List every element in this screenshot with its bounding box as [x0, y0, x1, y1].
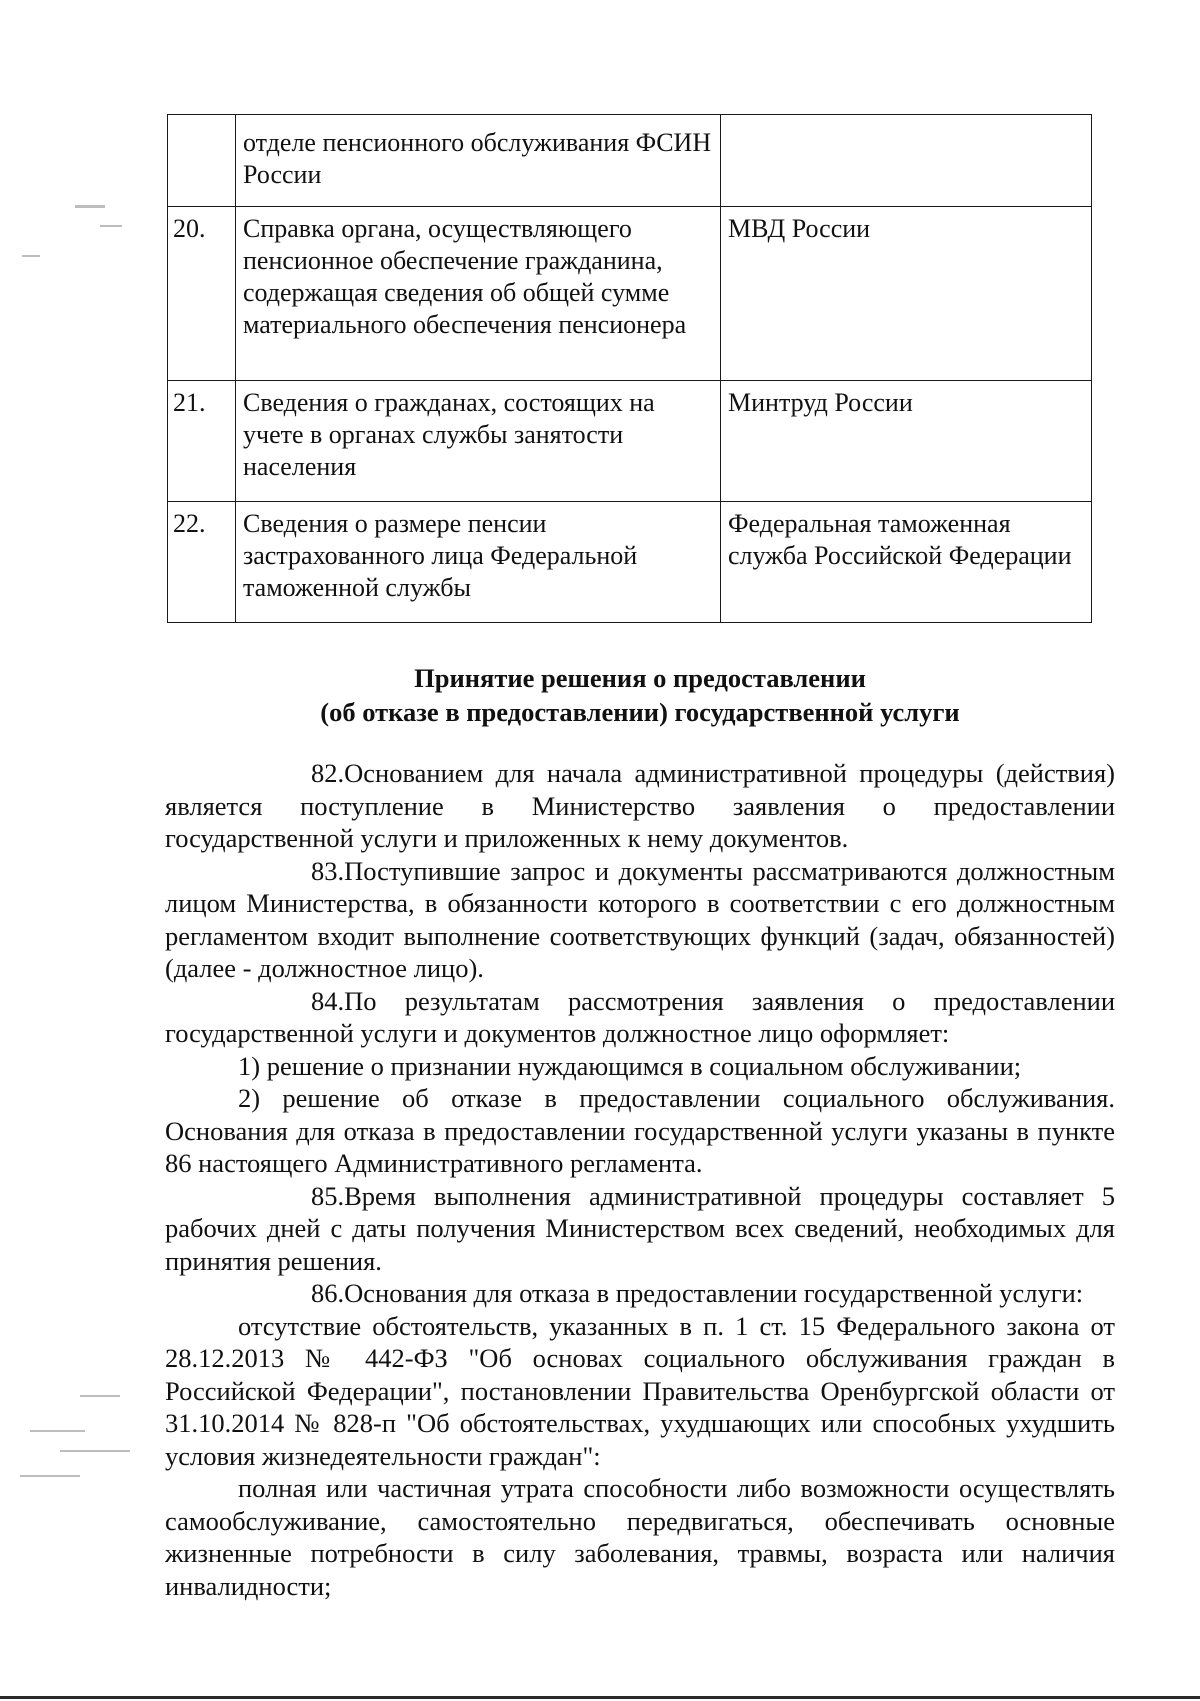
table-row: [168, 381, 1092, 502]
paragraph-text: Время выполнения административной процедуры составляет 5 рабочих дней с даты получения Министерством всех сведений, необходимых для принятия решения.: [165, 1180, 1115, 1276]
document-name: отделе пенсионного обслуживания ФСИН России: [236, 115, 721, 207]
paragraph-text: 2) решение об отказе в предоставлении социального обслуживания. Основания для отказа в предоставлении государственной услуги указаны в пункте 86 настоящего Административного регламента.: [165, 1083, 1115, 1178]
documents-table: [167, 114, 1092, 623]
row-number: [168, 115, 236, 207]
paragraph-text: полная или частичная утрата способности либо возможности осуществлять самообслуживание, самостоятельно передвигаться, обеспечивать основные жизненные потребности в силу заболевания, травмы, возраста или наличия инвалидности;: [165, 1473, 1115, 1601]
paragraph-text: 1) решение о признании нуждающимся в социальном обслуживании;: [238, 1050, 1022, 1081]
scan-artifact: [22, 255, 40, 257]
document-name: Справка органа, осуществляющего пенсионное обеспечение гражданина, содержащая сведения об общей сумме материального обеспечения пенсионера: [236, 207, 721, 381]
refusal-grounds: [165, 1310, 1115, 1473]
scan-artifact: [75, 205, 105, 208]
paragraph-text: отсутствие обстоятельств, указанных в п. 1 ст. 15 Федерального закона от 28.12.2013 № 442-ФЗ "Об основах социального обслуживания граждан в Российской Федерации", постановлении Правительства Оренбургской области от 31.10.2014 № 828-п "Об обстоятельствах, ухудшающих или способных ухудшить условия жизнедеятельности граждан":: [165, 1310, 1115, 1471]
scan-artifact: [80, 1395, 120, 1397]
paragraph-number: 86.: [311, 1278, 345, 1308]
paragraph-84: [165, 985, 1115, 1050]
scan-artifact: [100, 225, 122, 227]
scan-artifact: [30, 1430, 85, 1432]
table-row: [168, 207, 1092, 381]
document-name: Сведения о размере пенсии застрахованного лица Федеральной таможенной службы: [236, 502, 721, 623]
issuing-organization: Федеральная таможенная служба Российской Федерации: [721, 502, 1092, 623]
paragraph-86: [165, 1277, 1115, 1310]
row-number: 21.: [168, 381, 236, 502]
issuing-organization: МВД России: [721, 207, 1092, 381]
issuing-organization: [721, 115, 1092, 207]
paragraph-82: [165, 757, 1115, 855]
section-heading: [150, 661, 1130, 729]
paragraph-text: Основанием для начала административной процедуры (действия) является поступление в Министерство заявления о предоставлении государственной услуги и приложенных к нему документов.: [165, 758, 1115, 853]
scan-bottom-edge: [0, 1696, 1200, 1699]
paragraph-text: По результатам рассмотрения заявления о предоставлении государственной услуги и документов должностное лицо оформляет:: [165, 985, 1115, 1048]
table-row: [168, 115, 1092, 207]
paragraph-85: [165, 1180, 1115, 1278]
section-body: [165, 757, 1115, 1602]
paragraph-number: 83.: [311, 855, 345, 886]
refusal-ground-item: [165, 1472, 1115, 1602]
row-number: 22.: [168, 502, 236, 623]
list-item-2: [165, 1082, 1115, 1180]
scan-artifact: [60, 1450, 130, 1452]
paragraph-83: [165, 855, 1115, 985]
row-number: 20.: [168, 207, 236, 381]
paragraph-number: 84.: [311, 985, 345, 1016]
table-row: [168, 502, 1092, 623]
scan-artifact: [20, 1475, 80, 1477]
paragraph-text: Основания для отказа в предоставлении государственной услуги:: [344, 1278, 1084, 1308]
list-item-1: [165, 1050, 1115, 1083]
paragraph-number: 85.: [311, 1180, 345, 1211]
section-heading-line-2: (об отказе в предоставлении) государственной услуги: [320, 697, 960, 727]
document-name: Сведения о гражданах, состоящих на учете в органах службы занятости населения: [236, 381, 721, 502]
section-heading-line-1: Принятие решения о предоставлении: [414, 663, 866, 693]
paragraph-number: 82.: [311, 758, 345, 788]
paragraph-text: Поступившие запрос и документы рассматриваются должностным лицом Министерства, в обязанности которого в соответствии с его должностным регламентом входит выполнение соответствующих функций (задач, обязанностей) (далее - должностное лицо).: [165, 855, 1115, 983]
issuing-organization: Минтруд России: [721, 381, 1092, 502]
